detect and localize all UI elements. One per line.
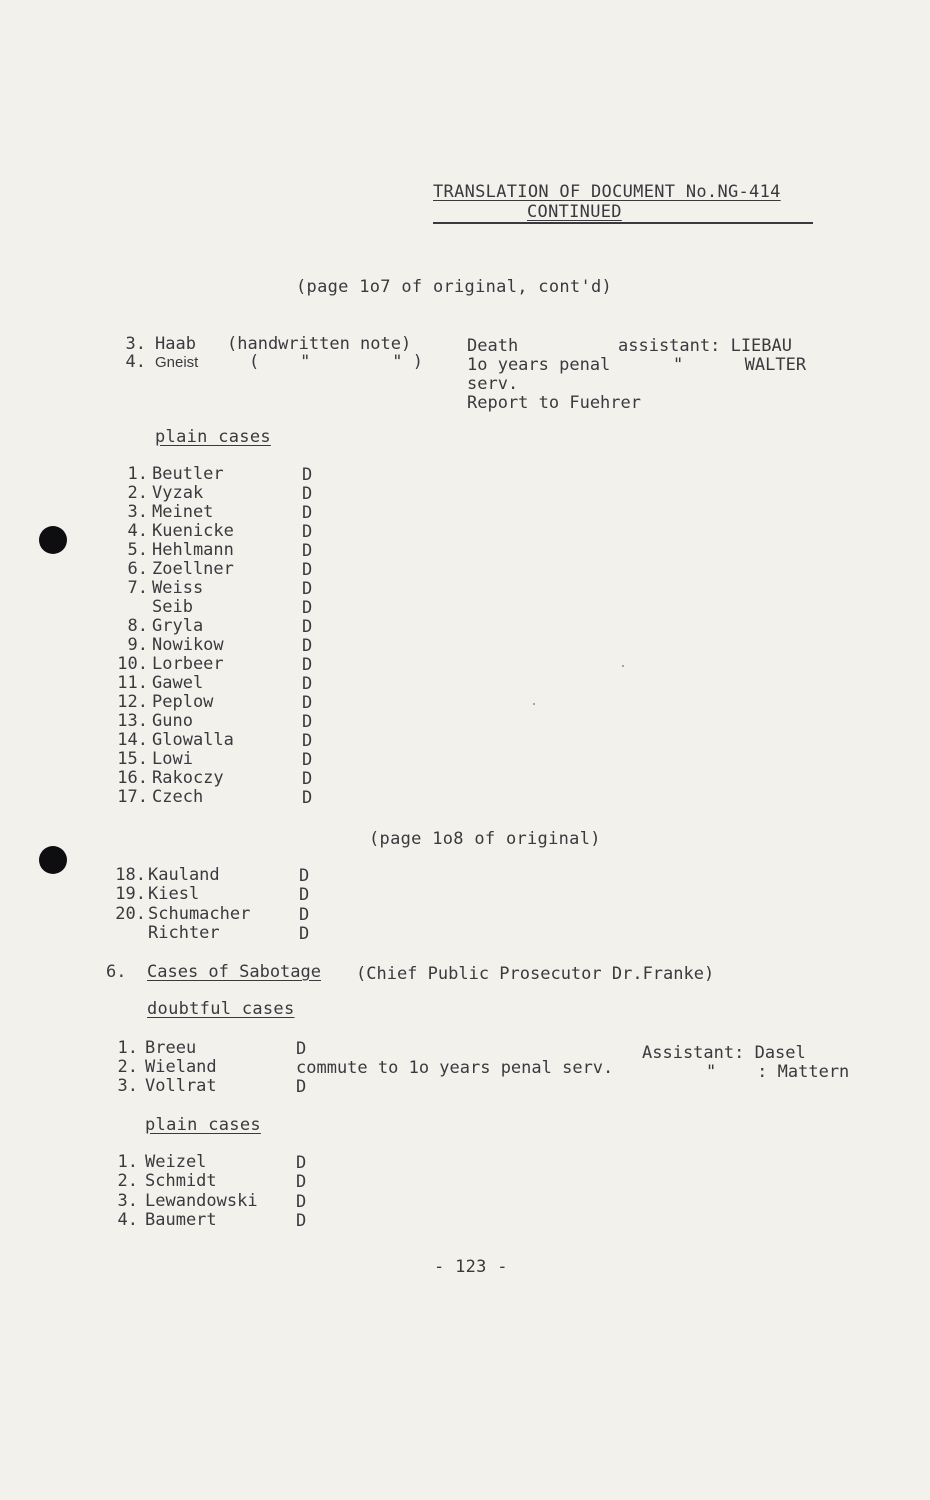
- page-reference-107: (page 1o7 of original, cont'd): [296, 277, 613, 297]
- entry-num: 4.: [127, 521, 148, 541]
- entry-name: Peplow: [152, 692, 214, 712]
- entry-name: Hehlmann: [152, 540, 234, 560]
- entry-name: Schmidt: [145, 1171, 217, 1192]
- entry-name: Lorbeer: [152, 654, 224, 674]
- entry-verdict: D: [302, 484, 313, 504]
- entry-name: Gneist: [155, 354, 199, 371]
- entry-verdict: D: [302, 617, 313, 637]
- entry-verdict: D: [302, 579, 313, 599]
- entry-name: Baumert: [145, 1209, 217, 1230]
- section-heading: plain cases: [155, 427, 271, 447]
- entry-name: Rakoczy: [152, 768, 224, 788]
- entry-verdict-continued: serv.: [467, 374, 519, 394]
- speck: [533, 703, 535, 705]
- entry-num: 19.: [115, 884, 146, 905]
- entry-num: 20.: [115, 903, 146, 924]
- entry-role: assistant: LIEBAU: [618, 336, 792, 356]
- entry-verdict: D: [302, 560, 313, 580]
- entry-verdict: D: [299, 923, 310, 944]
- entry-verdict: D: [296, 1039, 307, 1059]
- entry-name: Vyzak: [152, 483, 204, 503]
- entry-num: 2.: [127, 483, 148, 503]
- header-line-1: TRANSLATION OF DOCUMENT No.NG-414: [433, 182, 781, 202]
- entry-num: 2.: [117, 1057, 138, 1077]
- entry-note: (handwritten note): [227, 334, 412, 354]
- page-number: - 123 -: [434, 1257, 508, 1277]
- entry-verdict: D: [302, 598, 313, 618]
- entry-name: Schumacher: [148, 903, 251, 924]
- section-heading: plain cases: [145, 1115, 261, 1135]
- entry-name: Haab: [155, 334, 196, 354]
- entry-num: 3.: [117, 1076, 138, 1096]
- entry-name: Kauland: [148, 865, 220, 885]
- entry-verdict: D: [302, 522, 313, 542]
- entry-verdict: Death: [467, 336, 519, 356]
- entry-name: Wieland: [145, 1057, 217, 1077]
- entry-verdict: D: [302, 769, 313, 789]
- section-heading: doubtful cases: [147, 999, 295, 1019]
- punch-hole-top: [39, 526, 67, 554]
- entry-name: Zoellner: [152, 559, 234, 579]
- entry-name: Breeu: [145, 1038, 197, 1058]
- entry-verdict: D: [302, 731, 313, 751]
- entry-num: 6.: [127, 559, 148, 579]
- entry-verdict: D: [302, 636, 313, 656]
- entry-num: 1.: [117, 1038, 138, 1058]
- entry-num: 2.: [117, 1171, 138, 1192]
- entry-num: 16.: [117, 768, 148, 788]
- entry-name: Meinet: [152, 502, 214, 522]
- entry-name: Weiss: [152, 578, 204, 598]
- entry-name: Lewandowski: [145, 1190, 258, 1211]
- section-title: Cases of Sabotage: [147, 962, 321, 982]
- section-number: 6.: [106, 962, 127, 982]
- entry-num: 3.: [117, 1190, 138, 1211]
- entry-verdict: D: [302, 788, 313, 808]
- entry-verdict: D: [296, 1210, 307, 1231]
- entry-verdict: D: [296, 1153, 307, 1173]
- entry-num: 9.: [127, 635, 148, 655]
- entry-verdict: commute to 1o years penal serv.: [296, 1058, 614, 1078]
- entry-role: Assistant: Dasel: [642, 1043, 806, 1063]
- entry-name: Czech: [152, 787, 204, 807]
- entry-verdict: D: [299, 885, 310, 906]
- entry-verdict: D: [296, 1191, 307, 1212]
- entry-verdict: D: [302, 693, 313, 713]
- page-reference-108: (page 1o8 of original): [369, 829, 601, 849]
- punch-hole-bottom: [39, 846, 67, 874]
- entry-verdict: D: [302, 541, 313, 561]
- entry-name: Beutler: [152, 464, 224, 484]
- entry-name: Gryla: [152, 616, 204, 636]
- entry-num: 12.: [117, 692, 148, 712]
- entry-num: 17.: [117, 787, 148, 807]
- entry-num: 18.: [115, 865, 146, 885]
- entry-num: 13.: [117, 711, 148, 731]
- entry-verdict: D: [302, 465, 313, 485]
- speck: [622, 665, 624, 667]
- entry-role: " : Mattern: [706, 1062, 850, 1082]
- entry-name: Vollrat: [145, 1076, 217, 1096]
- entry-name: Weizel: [145, 1152, 207, 1172]
- entry-num: 1.: [127, 464, 148, 484]
- entry-name: Kuenicke: [152, 521, 234, 541]
- entry-num: 11.: [117, 673, 148, 693]
- entry-verdict: 1o years penal: [467, 355, 611, 375]
- entry-verdict: D: [299, 866, 310, 886]
- entry-num: 10.: [117, 654, 148, 674]
- entry-verdict: D: [296, 1077, 307, 1097]
- entry-verdict: D: [302, 674, 313, 694]
- entry-num: 5.: [127, 540, 148, 560]
- entry-num: 15.: [117, 749, 148, 769]
- entry-name: Richter: [148, 922, 220, 943]
- header-line-2: CONTINUED: [527, 202, 622, 222]
- entry-name: Kiesl: [148, 884, 200, 905]
- entry-num: 3.: [125, 334, 146, 354]
- entry-verdict: D: [302, 750, 313, 770]
- entry-verdict-continued: Report to Fuehrer: [467, 393, 641, 413]
- entry-name: Guno: [152, 711, 193, 731]
- section-subtitle: (Chief Public Prosecutor Dr.Franke): [356, 964, 715, 984]
- entry-role: " WALTER: [673, 355, 807, 375]
- entry-num: 8.: [127, 616, 148, 636]
- entry-num: 1.: [117, 1152, 138, 1172]
- entry-verdict: D: [302, 712, 313, 732]
- entry-num: 3.: [127, 502, 148, 522]
- entry-verdict: D: [302, 655, 313, 675]
- entry-name: Seib: [152, 597, 193, 617]
- entry-num: 7.: [127, 578, 148, 598]
- entry-num: 14.: [117, 730, 148, 750]
- entry-name: Nowikow: [152, 635, 224, 655]
- entry-name: Lowi: [152, 749, 193, 769]
- entry-note: ( " " ): [249, 352, 423, 372]
- entry-name: Gawel: [152, 673, 204, 693]
- entry-name: Glowalla: [152, 730, 234, 750]
- entry-num: 4.: [117, 1209, 138, 1230]
- entry-verdict: D: [296, 1172, 307, 1193]
- entry-num: 4.: [125, 352, 146, 372]
- header-rule: [433, 222, 813, 224]
- entry-verdict: D: [302, 503, 313, 523]
- entry-verdict: D: [299, 904, 310, 925]
